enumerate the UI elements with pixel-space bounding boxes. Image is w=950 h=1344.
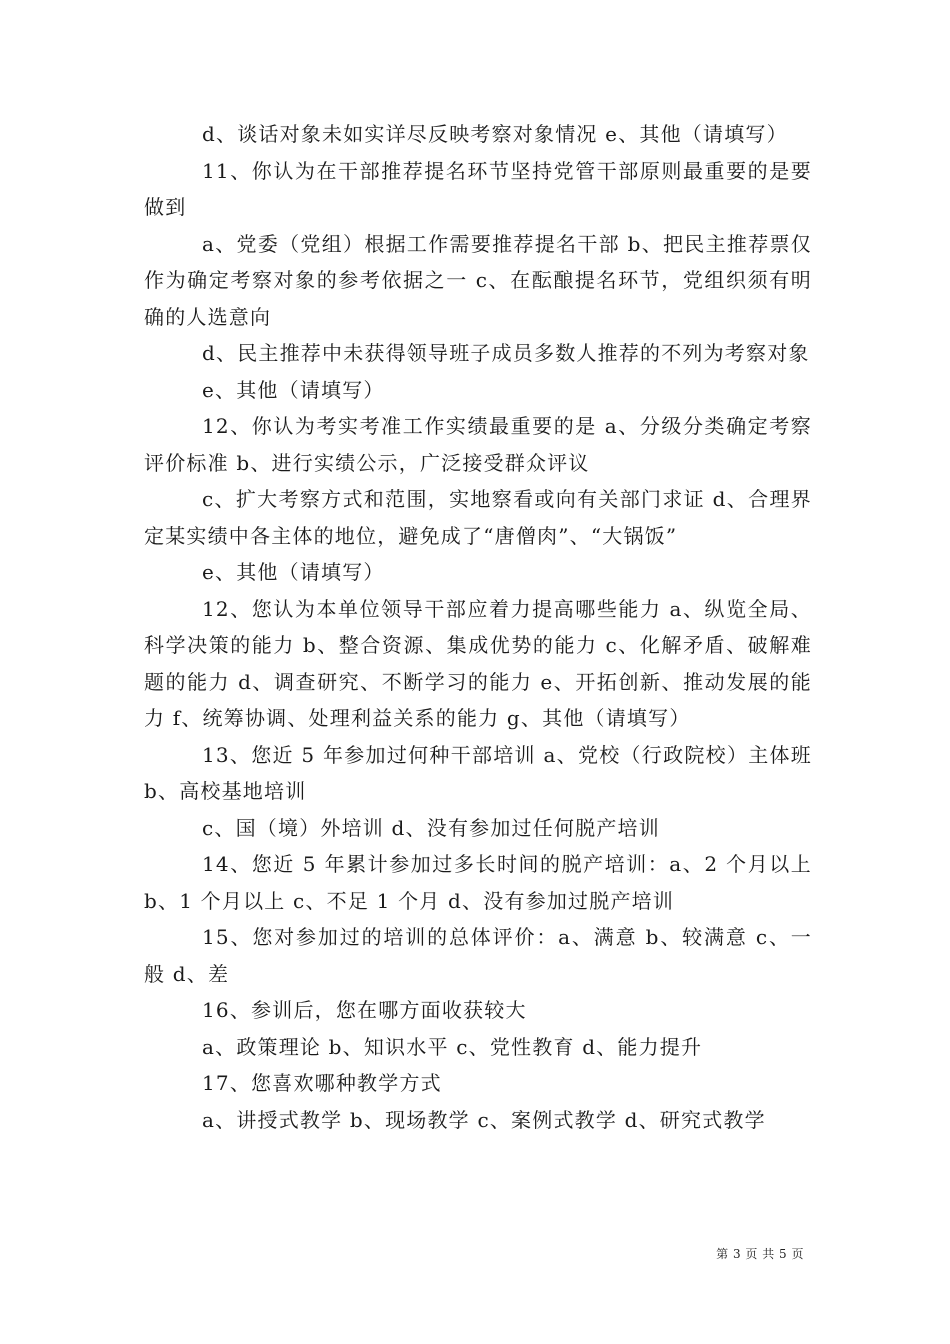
document-body [144, 116, 812, 1138]
paragraph: 12、你认为考实考准工作实绩最重要的是 a、分级分类确定考察评价标准 b、进行实绩公示，广泛接受群众评议 [144, 414, 812, 475]
paragraph: e、其他（请填写） [202, 377, 385, 402]
paragraph: c、扩大考察方式和范围，实地察看或向有关部门求证 d、合理界定某实绩中各主体的地位，避免成了“唐僧肉”、“大锅饭” [144, 487, 812, 548]
paragraph: 12、您认为本单位领导干部应着力提高哪些能力 a、纵览全局、科学决策的能力 b、整合资源、集成优势的能力 c、化解矛盾、破解难题的能力 d、调查研究、不断学习的能力 e、开拓创新、推动发展的能力 f、统筹协调、处理利益关系的能力 g、其他（请填写） [144, 596, 812, 730]
paragraph: a、党委（党组）根据工作需要推荐提名干部 b、把民主推荐票仅作为确定考察对象的参考依据之一 c、在酝酿提名环节，党组织须有明确的人选意向 [144, 231, 812, 329]
paragraph: d、谈话对象未如实详尽反映考察对象情况 e、其他（请填写） [202, 122, 788, 146]
paragraph: 11、你认为在干部推荐提名环节坚持党管干部原则最重要的是要做到 [144, 158, 812, 219]
paragraph: 14、您近 5 年累计参加过多长时间的脱产培训：a、2 个月以上 b、1 个月以上 c、不足 1 个月 d、没有参加过脱产培训 [144, 852, 812, 913]
page-number-footer: 第 3 页 共 5 页 [716, 1247, 804, 1261]
paragraph: 16、参训后，您在哪方面收获较大 [202, 998, 527, 1022]
paragraph: d、民主推荐中未获得领导班子成员多数人推荐的不列为考察对象 [202, 341, 810, 365]
paragraph: e、其他（请填写） [202, 560, 385, 584]
paragraph: a、讲授式教学 b、现场教学 c、案例式教学 d、研究式教学 [202, 1107, 766, 1132]
paragraph: c、国（境）外培训 d、没有参加过任何脱产培训 [202, 815, 660, 840]
paragraph: 15、您对参加过的培训的总体评价：a、满意 b、较满意 c、一般 d、差 [144, 925, 812, 986]
paragraph: 13、您近 5 年参加过何种干部培训 a、党校（行政院校）主体班 b、高校基地培训 [144, 742, 812, 803]
paragraph: a、政策理论 b、知识水平 c、党性教育 d、能力提升 [202, 1034, 703, 1059]
paragraph: 17、您喜欢哪种教学方式 [202, 1071, 442, 1095]
